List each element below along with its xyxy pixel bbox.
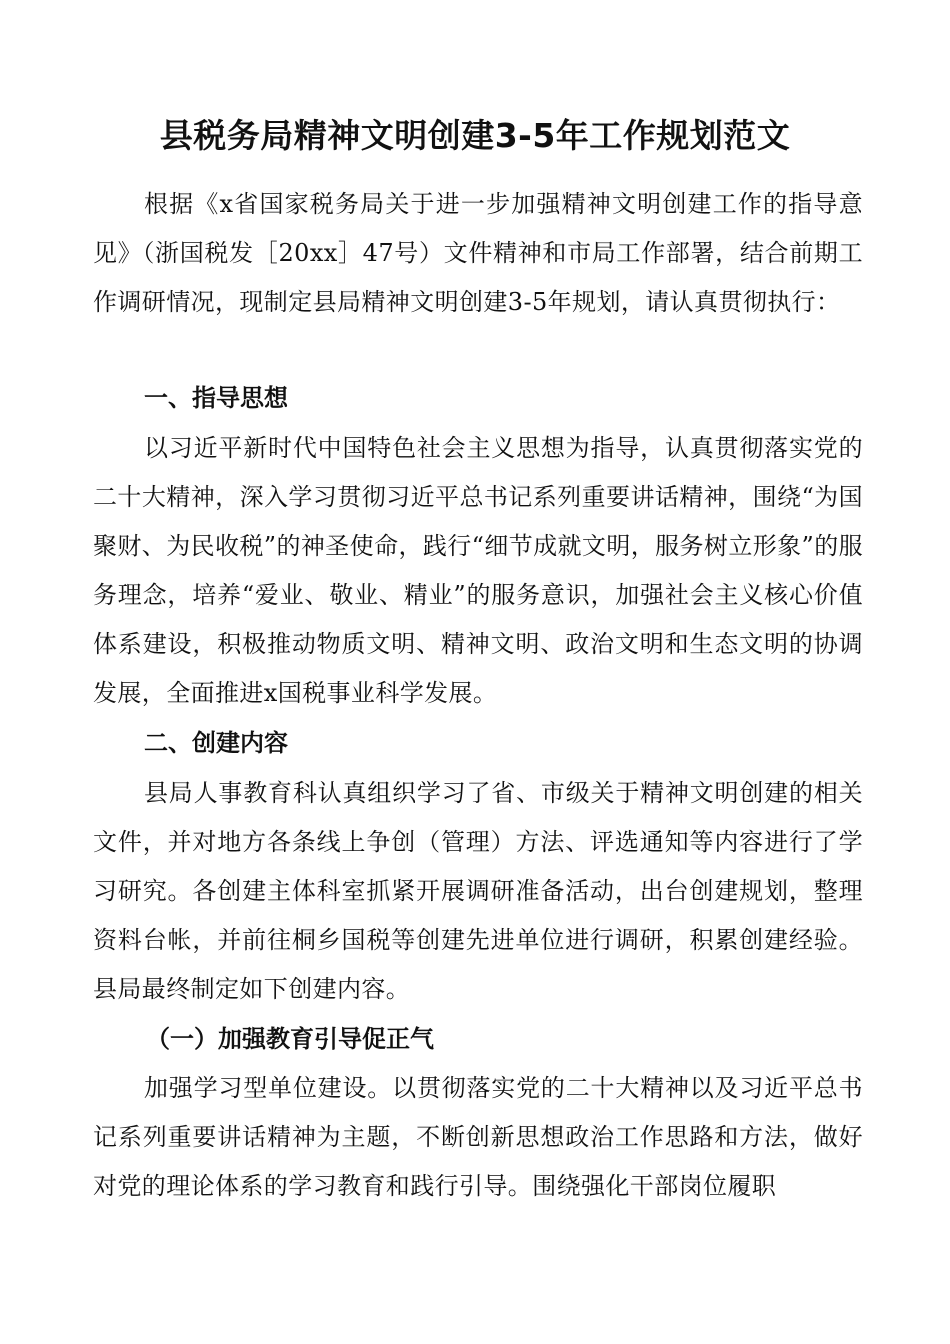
subsection-paragraph-education: 加强学习型单位建设。以贯彻落实党的二十大精神以及习近平总书记系列重要讲话精神为主题，不断创新思想政治工作思路和方法，做好对党的理论体系的学习教育和践行引导。围绕强化干部岗位履职: [93, 1074, 863, 1200]
section-heading-guiding-ideology: 一、指导思想: [144, 384, 288, 412]
section-paragraph-creation-content: 县局人事教育科认真组织学习了省、市级关于精神文明创建的相关文件，并对地方各条线上争创（管理）方法、评选通知等内容进行了学习研究。各创建主体科室抓紧开展调研准备活动，出台创建规划，整理资料台帐，并前往桐乡国税等创建先进单位进行调研，积累创建经验。县局最终制定如下创建内容。: [93, 779, 863, 1003]
document-title: 县税务局精神文明创建3-5年工作规划范文: [159, 116, 791, 155]
subsection-heading-education: （一）加强教育引导促正气: [146, 1025, 434, 1053]
section-paragraph-guiding-ideology: 以习近平新时代中国特色社会主义思想为指导，认真贯彻落实党的二十大精神，深入学习贯彻习近平总书记系列重要讲话精神，围绕“为国聚财、为民收税”的神圣使命，践行“细节成就文明，服务树立形象”的服务理念，培养“爱业、敬业、精业”的服务意识，加强社会主义核心价值体系建设，积极推动物质文明、精神文明、政治文明和生态文明的协调发展，全面推进x国税事业科学发展。: [93, 434, 864, 707]
section-heading-creation-content: 二、创建内容: [144, 729, 288, 757]
intro-paragraph: 根据《x省国家税务局关于进一步加强精神文明创建工作的指导意见》（浙国税发［20xx］47号）文件精神和市局工作部署，结合前期工作调研情况，现制定县局精神文明创建3-5年规划，请认真贯彻执行：: [93, 190, 863, 316]
